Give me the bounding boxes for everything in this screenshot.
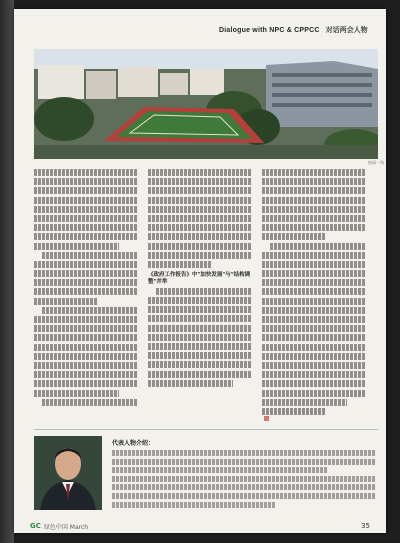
text-line	[42, 399, 138, 406]
text-line	[262, 261, 366, 268]
text-line	[34, 243, 119, 250]
text-line	[262, 215, 366, 222]
text-line	[148, 187, 252, 194]
text-line	[112, 476, 376, 482]
magazine-page	[14, 9, 386, 533]
text-line	[34, 261, 138, 268]
text-line	[34, 279, 138, 286]
text-line	[34, 215, 138, 222]
text-line	[148, 261, 212, 268]
text-line	[262, 279, 366, 286]
text-line	[262, 390, 366, 397]
text-line	[148, 325, 252, 332]
text-line	[148, 352, 252, 359]
text-line	[148, 233, 252, 240]
text-line	[262, 307, 366, 314]
text-line	[34, 187, 138, 194]
text-line	[34, 380, 138, 387]
text-line	[148, 334, 252, 341]
text-line	[148, 315, 252, 322]
campus-photo	[34, 49, 378, 159]
text-line	[262, 334, 366, 341]
campus-photo-illustration	[34, 49, 378, 159]
photo-caption: 校园一角	[368, 160, 384, 165]
section-subheading: 《政府工作报告》中"加快发展"与"结构调整"并举	[148, 271, 251, 285]
delegate-bio-box	[34, 429, 378, 514]
text-line	[262, 408, 326, 415]
text-line	[262, 362, 366, 369]
text-line	[262, 233, 326, 240]
text-line	[34, 233, 138, 240]
book-spine-shadow	[0, 0, 14, 543]
text-line	[112, 467, 328, 473]
page-footer	[30, 521, 370, 531]
text-line	[112, 493, 376, 499]
text-line	[148, 380, 233, 387]
text-line	[148, 169, 252, 176]
portrait-illustration	[34, 436, 102, 510]
text-line	[262, 197, 366, 204]
article-end-mark	[264, 416, 269, 421]
text-line	[262, 252, 366, 259]
text-line	[34, 344, 138, 351]
text-line	[148, 306, 252, 313]
text-line	[262, 371, 366, 378]
text-line	[34, 288, 138, 295]
footer-brand	[30, 522, 88, 531]
bio-label: 代表人物介绍：	[112, 440, 155, 447]
text-line	[34, 270, 138, 277]
text-line	[34, 178, 138, 185]
text-line	[34, 224, 138, 231]
text-line	[34, 298, 98, 305]
text-line	[34, 390, 119, 397]
text-line	[34, 371, 138, 378]
text-line	[156, 288, 252, 295]
text-line	[112, 459, 376, 465]
text-column-1	[34, 169, 138, 408]
text-line	[262, 224, 366, 231]
text-line	[262, 380, 366, 387]
text-line	[148, 197, 252, 204]
text-line	[112, 502, 276, 508]
header-english-title: Dialogue with NPC & CPPCC	[219, 26, 320, 34]
text-line	[34, 362, 138, 369]
text-column-2	[148, 169, 252, 389]
text-line	[262, 325, 366, 332]
text-line	[112, 450, 376, 456]
page-header	[219, 23, 368, 37]
page-number: 35	[361, 522, 370, 530]
text-line	[148, 243, 252, 250]
text-line	[34, 169, 138, 176]
text-line	[34, 353, 138, 360]
text-line	[148, 371, 252, 378]
text-line	[262, 270, 366, 277]
text-line	[34, 334, 138, 341]
text-line	[148, 224, 252, 231]
text-line	[42, 252, 138, 259]
text-line	[34, 197, 138, 204]
text-line	[262, 316, 366, 323]
text-line	[34, 316, 138, 323]
text-line	[112, 484, 376, 490]
text-line	[262, 206, 366, 213]
text-line	[148, 215, 252, 222]
magazine-logo: GC	[30, 522, 41, 530]
text-line	[34, 325, 138, 332]
text-line	[42, 307, 138, 314]
text-line	[148, 297, 252, 304]
text-line	[148, 206, 252, 213]
text-line	[148, 343, 252, 350]
text-line	[148, 361, 252, 368]
text-line	[34, 206, 138, 213]
text-line	[262, 288, 366, 295]
text-line	[262, 178, 366, 185]
delegate-portrait	[34, 436, 102, 510]
text-line	[270, 243, 366, 250]
text-line	[262, 399, 347, 406]
text-line	[148, 178, 252, 185]
text-line	[262, 187, 366, 194]
text-line	[148, 252, 252, 259]
text-column-3	[262, 169, 366, 417]
header-chinese-title: 对话两会人物	[325, 27, 368, 34]
text-line	[262, 344, 366, 351]
magazine-name: 绿色中国 March	[43, 523, 89, 531]
text-line	[262, 353, 366, 360]
text-line	[262, 298, 366, 305]
bio-text-block	[112, 438, 376, 510]
text-line	[262, 169, 366, 176]
